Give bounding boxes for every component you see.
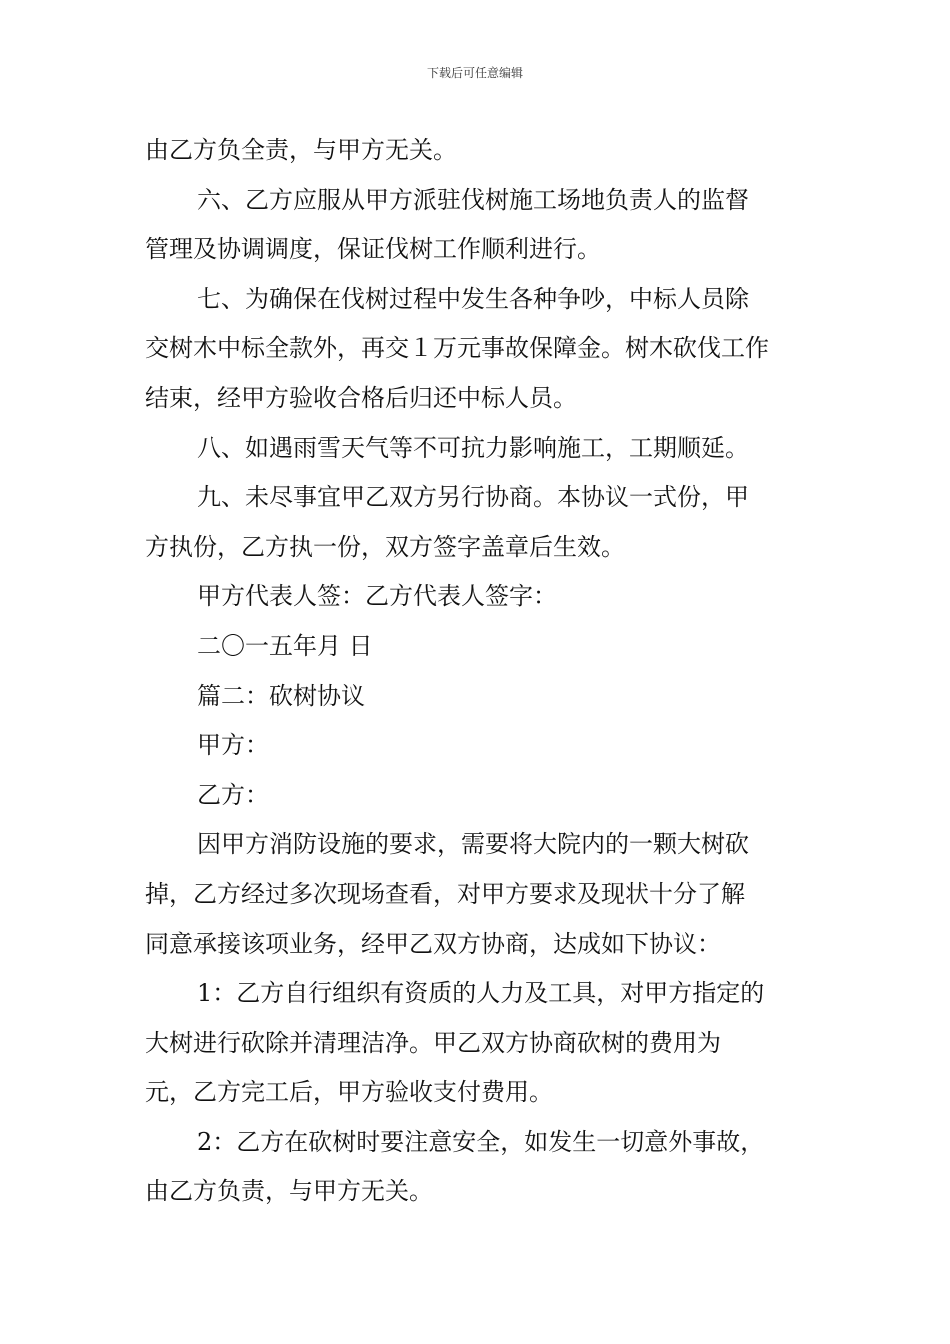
text-line: 九、未尽事宜甲乙双方另行协商。本协议一式份，甲 <box>197 483 749 512</box>
text-line: 六、乙方应服从甲方派驻伐树施工场地负责人的监督 <box>197 185 749 214</box>
page-header: 下载后可任意编辑 <box>426 66 523 80</box>
text-line: 七、为确保在伐树过程中发生各种争吵，中标人员除 <box>197 284 749 313</box>
text-line: 八、如遇雨雪天气等不可抗力影响施工，工期顺延。 <box>197 433 749 462</box>
text-line: 由乙方负责，与甲方无关。 <box>145 1177 433 1206</box>
signature-line: 甲方代表人签：乙方代表人签字： <box>197 582 557 611</box>
section-heading: 篇二：砍树协议 <box>197 681 365 710</box>
date-line: 二〇一五年月 日 <box>197 631 373 660</box>
text-line: 交树木中标全款外，再交１万元事故保障金。树木砍伐工作 <box>145 334 769 363</box>
text-line: 因甲方消防设施的要求，需要将大院内的一颗大树砍 <box>197 830 749 859</box>
text-line: 结束，经甲方验收合格后归还中标人员。 <box>145 383 577 412</box>
text-line: 2：乙方在砍树时要注意安全，如发生一切意外事故， <box>197 1127 765 1156</box>
text-line: 方执份，乙方执一份，双方签字盖章后生效。 <box>145 532 625 561</box>
text-line: 由乙方负全责，与甲方无关。 <box>145 136 457 164</box>
text-line: 同意承接该项业务，经甲乙双方协商，达成如下协议： <box>145 929 721 958</box>
party-a-line: 甲方： <box>197 731 269 760</box>
text-line: 1：乙方自行组织有资质的人力及工具，对甲方指定的 <box>197 979 765 1008</box>
text-line: 元，乙方完工后，甲方验收支付费用。 <box>145 1078 553 1107</box>
party-b-line: 乙方： <box>197 780 269 809</box>
document-body <box>145 126 815 1217</box>
text-line: 掉，乙方经过多次现场查看，对甲方要求及现状十分了解 <box>145 879 745 908</box>
text-line: 管理及协调调度，保证伐树工作顺利进行。 <box>145 235 601 264</box>
text-line: 大树进行砍除并清理洁净。甲乙双方协商砍树的费用为 <box>145 1028 721 1057</box>
